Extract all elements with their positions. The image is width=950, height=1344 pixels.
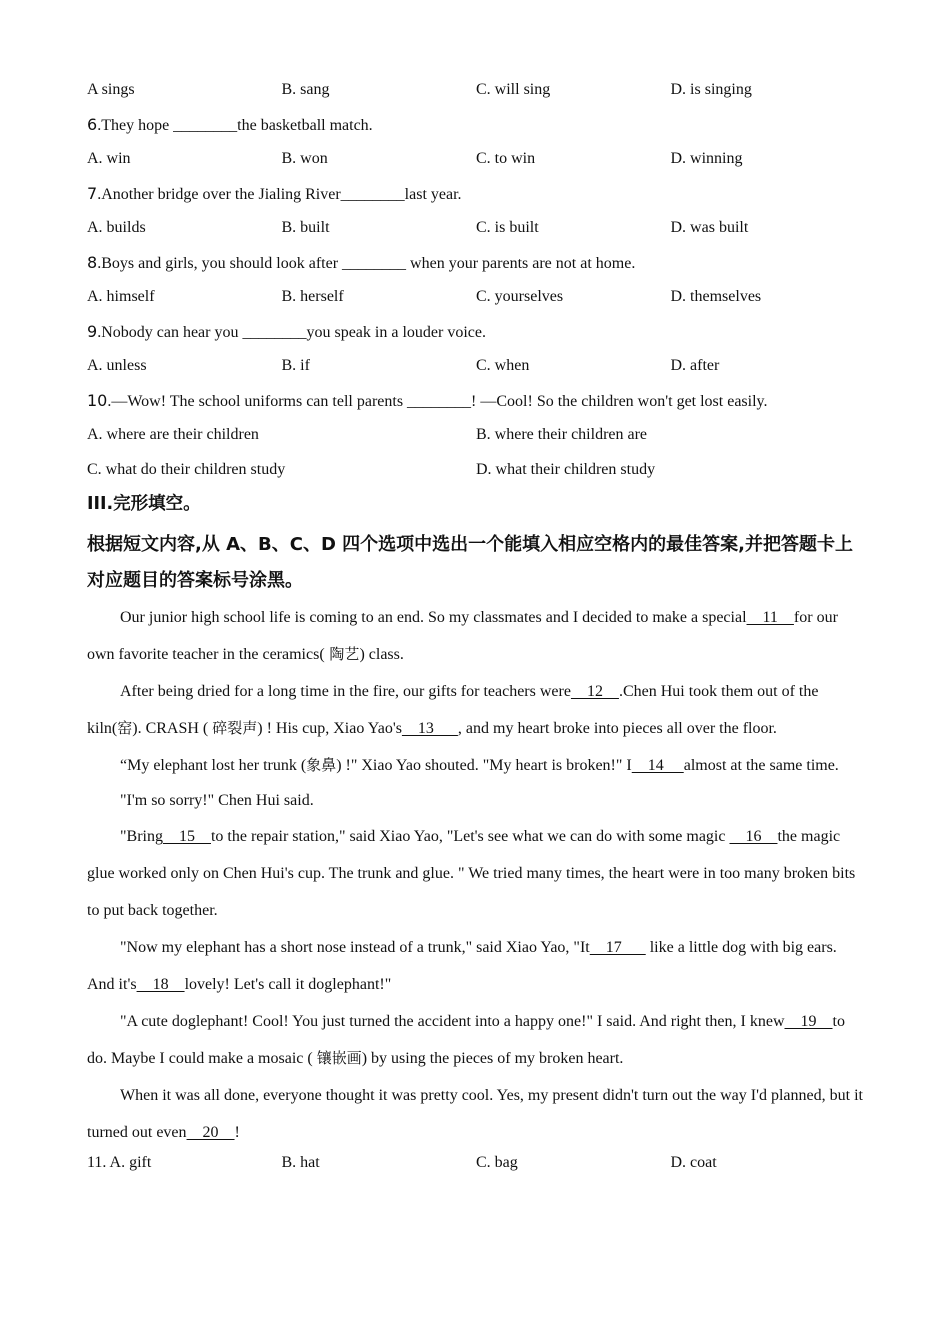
blank-13: 13 [401, 719, 458, 737]
q11-option-d: D. coat [670, 1154, 717, 1171]
passage-text: , and my heart broke into pieces all over the floor. [457, 719, 777, 737]
question-stem: .Another bridge over the Jialing River________last year. [97, 185, 462, 203]
chinese-gloss: 象鼻 [306, 755, 337, 774]
q5-option-d: D. is singing [670, 81, 752, 98]
passage-text: "A cute doglephant! Cool! You just turned the accident into a happy one!" I said. And right then, I knew [120, 1013, 785, 1030]
blank-19: 19 [784, 1013, 833, 1030]
q5-option-c: C. will sing [476, 81, 551, 98]
chinese-gloss: 窑 [117, 718, 133, 737]
passage-paragraph-1 [87, 599, 867, 673]
blank-11: 11 [746, 608, 794, 626]
passage-text: Our junior high school life is coming to an end. So my classmates and I decided to make a special [120, 608, 747, 626]
question-7 [87, 182, 867, 217]
q5-option-b: B. sang [281, 81, 330, 98]
blank-17: 17 [589, 939, 646, 956]
passage-paragraph-7 [87, 1003, 867, 1077]
question-number: 8 [87, 252, 98, 272]
q6-option-a: A. win [87, 150, 131, 167]
blank-18: 18 [136, 976, 185, 993]
q8-option-c: C. yourselves [476, 288, 564, 305]
passage-paragraph-6 [87, 929, 867, 1003]
q9-options [87, 354, 867, 389]
passage-text: After being dried for a long time in the fire, our gifts for teachers were [120, 682, 571, 700]
q11-options [87, 1151, 867, 1186]
q8-option-b: B. herself [281, 288, 344, 305]
q9-option-d: D. after [670, 357, 720, 374]
passage-text: for our own favorite teacher in the ceramics( [87, 608, 838, 663]
q9-option-b: B. if [281, 357, 310, 374]
q10-options-row1 [87, 423, 867, 458]
question-stem: .Boys and girls, you should look after ________ when your parents are not at home. [97, 254, 636, 272]
q11-option-b: B. hat [281, 1154, 320, 1171]
q10-option-b: B. where their children are [476, 426, 648, 443]
passage-text: ) class. [359, 645, 404, 663]
q10-options-row2 [87, 458, 867, 493]
blank-14: 14 [631, 756, 684, 774]
passage-paragraph-3 [87, 747, 867, 784]
q7-option-c: C. is built [476, 219, 539, 236]
chinese-gloss: 镶嵌画 [316, 1049, 362, 1067]
q7-option-b: B. built [281, 219, 330, 236]
passage-text: "I'm so sorry!" Chen Hui said. [120, 791, 314, 809]
passage-paragraph-5 [87, 818, 867, 929]
section-title: III.完形填空。 [87, 494, 201, 514]
question-number: 7 [87, 183, 98, 203]
q7-options [87, 216, 867, 251]
q10-option-c: C. what do their children study [87, 460, 286, 478]
question-8 [87, 251, 867, 286]
q8-options [87, 285, 867, 320]
passage-text: "Now my elephant has a short nose instead of a trunk," said Xiao Yao, "It [120, 939, 590, 956]
passage-text: to do. Maybe I could make a mosaic ( [87, 1013, 845, 1067]
question-number: 10 [87, 390, 108, 410]
question-stem: .Nobody can hear you ________you speak in a louder voice. [97, 323, 486, 341]
blank-15: 15 [162, 828, 211, 845]
question-number: 6 [87, 114, 98, 134]
q8-option-d: D. themselves [670, 288, 762, 305]
passage-text: “My elephant lost her trunk ( [120, 756, 307, 774]
chinese-gloss: 碎裂声 [212, 718, 258, 737]
question-stem: .They hope ________the basketball match. [97, 116, 373, 134]
q10-option-d: D. what their children study [476, 460, 656, 478]
question-6 [87, 113, 867, 148]
q11-option-c: C. bag [476, 1154, 518, 1171]
passage-paragraph-2 [87, 673, 867, 747]
q7-option-a: A. builds [87, 219, 146, 236]
q7-option-d: D. was built [670, 219, 749, 236]
passage-text: almost at the same time. [683, 756, 839, 774]
question-10 [87, 389, 867, 424]
q8-option-a: A. himself [87, 288, 155, 305]
passage-text: ) !" Xiao Yao shouted. "My heart is broken!" I [336, 756, 632, 774]
passage-text: lovely! Let's call it doglephant!" [184, 976, 392, 993]
passage-text: When it was all done, everyone thought it was pretty cool. Yes, my present didn't turn out the way I'd planned, but it turned out even [87, 1087, 863, 1141]
q9-option-a: A. unless [87, 357, 147, 374]
q6-options [87, 147, 867, 182]
question-stem: .—Wow! The school uniforms can tell parents ________! —Cool! So the children won't get lost easily. [107, 392, 768, 410]
passage-text: ) ! His cup, Xiao Yao's [257, 719, 402, 737]
exam-page [87, 78, 867, 1186]
blank-16: 16 [729, 828, 778, 845]
passage-paragraph-8 [87, 1077, 867, 1151]
q6-option-c: C. to win [476, 150, 536, 167]
q10-option-a: A. where are their children [87, 426, 259, 443]
question-9 [87, 320, 867, 355]
blank-12: 12 [570, 682, 619, 700]
q5-option-a: A sings [87, 81, 135, 98]
q5-options [87, 78, 867, 113]
q9-option-c: C. when [476, 357, 530, 374]
section-instruction: 根据短文内容,从 A、B、C、D 四个选项中选出一个能填入相应空格内的最佳答案,并把答题卡上对应题目的答案标号涂黑。 [87, 533, 854, 591]
blank-20: 20 [186, 1124, 235, 1141]
passage-text: like a little dog with big ears. And it's [87, 939, 837, 993]
passage-text: to the repair station," said Xiao Yao, "Let's see what we can do with some magic [210, 828, 730, 845]
passage-text: ! [234, 1124, 240, 1141]
passage-text: the magic glue worked only on Chen Hui's cup. The trunk and glue. " We tried many times, the heart were in too many broken bits to put back together. [87, 828, 856, 919]
passage-text: ) by using the pieces of my broken heart. [361, 1050, 624, 1067]
passage-paragraph-4 [87, 784, 867, 819]
passage-text: "Bring [120, 828, 163, 845]
passage-text: .Chen Hui took them out of the kiln( [87, 682, 819, 737]
q11-option-a: 11. A. gift [87, 1154, 152, 1171]
question-number: 9 [87, 321, 98, 341]
chinese-gloss: 陶艺 [324, 644, 360, 663]
passage-text: ). CRASH ( [132, 719, 213, 737]
q6-option-b: B. won [281, 150, 328, 167]
q6-option-d: D. winning [670, 150, 743, 167]
